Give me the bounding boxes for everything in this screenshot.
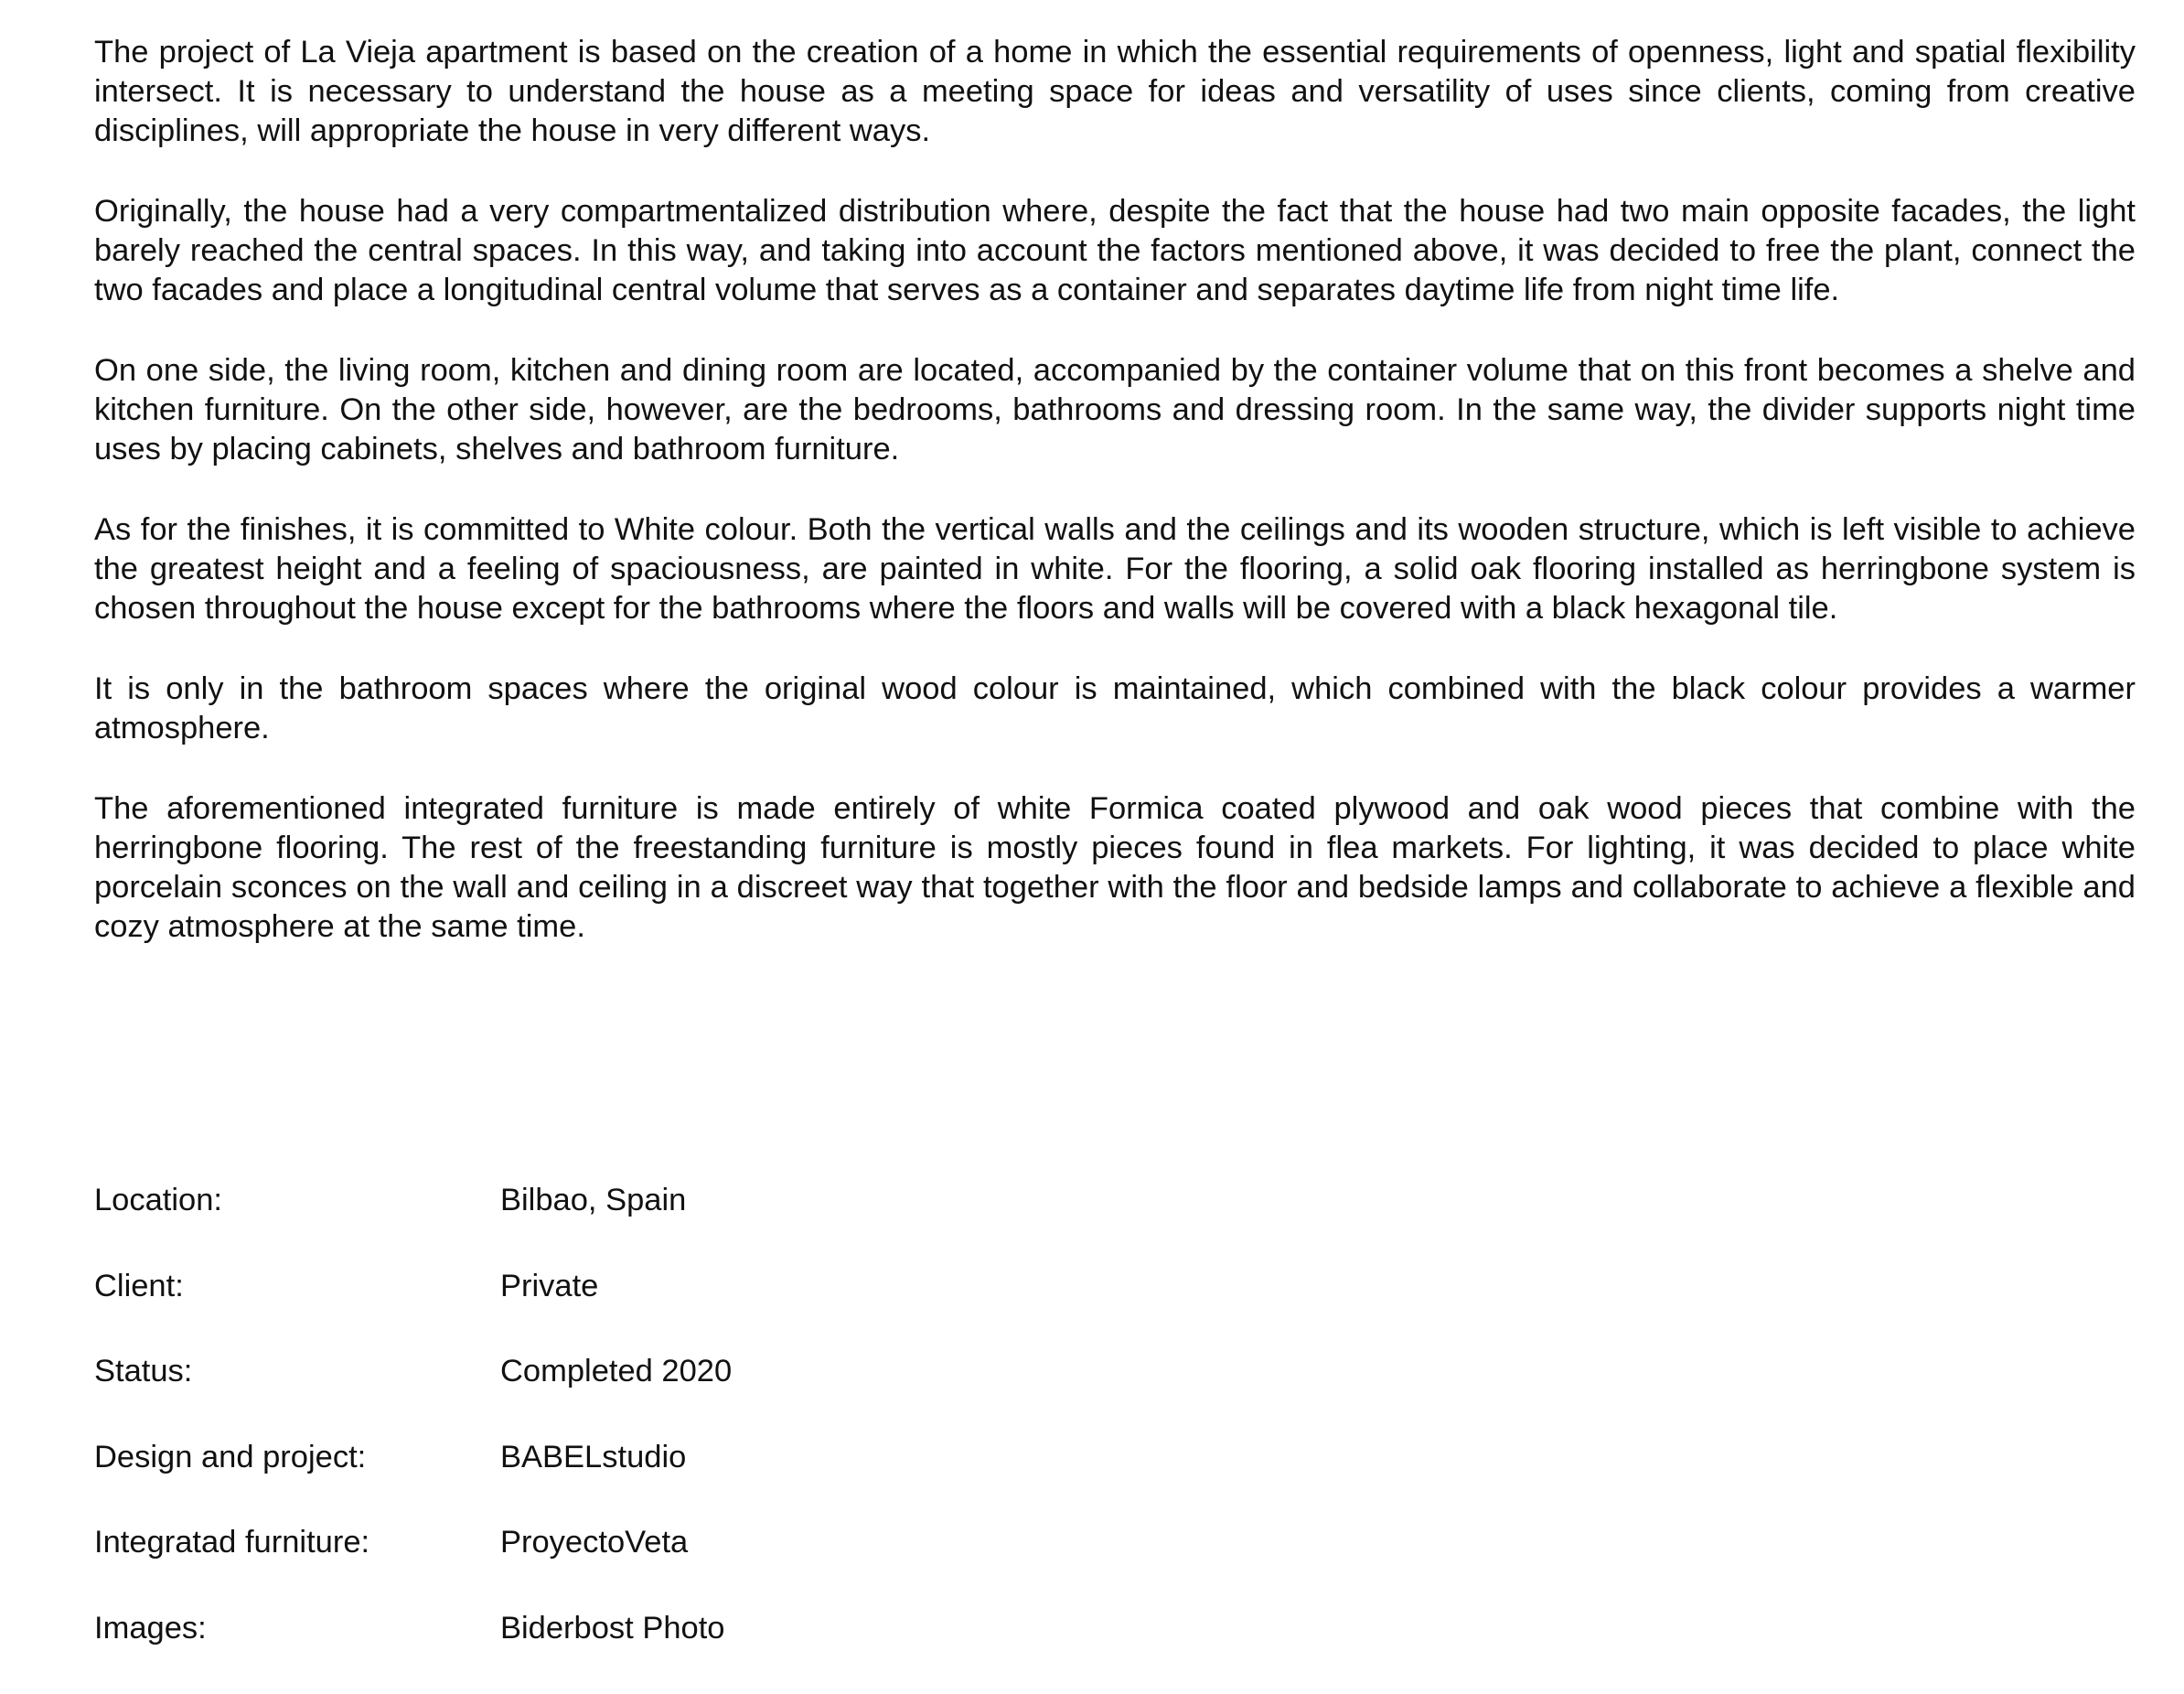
detail-row-client — [94, 1267, 1192, 1353]
project-details — [94, 1181, 1192, 1694]
detail-value: Private — [500, 1267, 1192, 1353]
paragraph-finishes: As for the finishes, it is committed to White colour. Both the vertical walls and the ceilings and its wooden structure, which is left visible to achieve the greatest height and a feeling of spaciousness, are painted in white. For the flooring, a solid oak flooring installed as herringbone system is chosen throughout the house except for the bathrooms where the floors and walls will be covered with a black hexagonal tile. — [94, 510, 2136, 628]
detail-label: Images: — [94, 1609, 500, 1694]
detail-label: Location: — [94, 1181, 500, 1267]
detail-label: Status: — [94, 1352, 500, 1438]
paragraph-furniture: The aforementioned integrated furniture is made entirely of white Formica coated plywood and oak wood pieces that combine with the herringbone flooring. The rest of the freestanding furniture is mostly pieces found in flea markets. For lighting, it was decided to place white porcelain sconces on the wall and ceiling in a discreet way that together with the floor and bedside lamps and collaborate to achieve a flexible and cozy atmosphere at the same time. — [94, 789, 2136, 947]
detail-row-furniture — [94, 1523, 1192, 1609]
detail-value: Biderbost Photo — [500, 1609, 1192, 1694]
paragraph-bathroom: It is only in the bathroom spaces where the original wood colour is maintained, which combined with the black colour provides a warmer atmosphere. — [94, 670, 2136, 748]
paragraph-original-layout: Originally, the house had a very compartmentalized distribution where, despite the fact that the house had two main opposite facades, the light barely reached the central spaces. In this way, and taking into account the factors mentioned above, it was decided to free the plant, connect the two facades and place a longitudinal central volume that serves as a container and separates daytime life from night time life. — [94, 192, 2136, 310]
detail-value: BABELstudio — [500, 1438, 1192, 1524]
detail-value: Bilbao, Spain — [500, 1181, 1192, 1267]
detail-row-design — [94, 1438, 1192, 1524]
document-body — [94, 33, 2136, 988]
paragraph-intro: The project of La Vieja apartment is based on the creation of a home in which the essential requirements of openness, light and spatial flexibility intersect. It is necessary to understand the house as a meeting space for ideas and versatility of uses since clients, coming from creative disciplines, will appropriate the house in very different ways. — [94, 33, 2136, 151]
detail-row-status — [94, 1352, 1192, 1438]
detail-value: ProyectoVeta — [500, 1523, 1192, 1609]
detail-label: Client: — [94, 1267, 500, 1353]
detail-label: Integratad furniture: — [94, 1523, 500, 1609]
detail-value: Completed 2020 — [500, 1352, 1192, 1438]
detail-label: Design and project: — [94, 1438, 500, 1524]
paragraph-spaces: On one side, the living room, kitchen and dining room are located, accompanied by the container volume that on this front becomes a shelve and kitchen furniture. On the other side, however, are the bedrooms, bathrooms and dressing room. In the same way, the divider supports night time uses by placing cabinets, shelves and bathroom furniture. — [94, 351, 2136, 469]
detail-row-location — [94, 1181, 1192, 1267]
